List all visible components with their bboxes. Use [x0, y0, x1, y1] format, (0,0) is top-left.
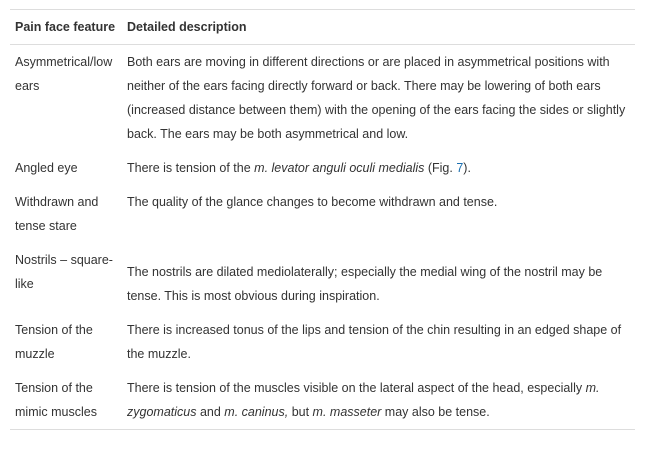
description-text: ). [463, 161, 471, 175]
description-text: and [196, 405, 225, 419]
pain-face-table-container [10, 9, 635, 430]
table-row [10, 371, 635, 430]
description-cell: Both ears are moving in different directions or are placed in asymmetrical positions with neither of the ears facing directly forward or back. There may be lowering of both ears (increased distance between them) with the opening of the ears facing the sides or slightly back. The ears may be both asymmetrical and low. [127, 55, 626, 141]
description-emphasis: m. caninus, [224, 405, 289, 419]
description-text: There is tension of the [127, 161, 255, 175]
header-detailed-description: Detailed description [127, 20, 247, 34]
feature-cell: Angled eye [15, 161, 78, 175]
description-text: (Fig. [424, 161, 457, 175]
description-text: may also be tense. [381, 405, 490, 419]
feature-cell: Tension of the muzzle [15, 323, 93, 361]
description-text: There is tension of the muscles visible on the lateral aspect of the head, especially [127, 381, 586, 395]
header-row [10, 10, 635, 45]
table-row [10, 243, 635, 313]
pain-face-table [10, 9, 635, 430]
feature-cell: Withdrawn and tense stare [15, 195, 99, 233]
table-row [10, 45, 635, 152]
description-cell: The quality of the glance changes to become withdrawn and tense. [127, 195, 498, 209]
description-text: but [288, 405, 313, 419]
description-cell [121, 151, 635, 185]
table-row [10, 151, 635, 185]
description-emphasis: m. masseter [312, 405, 382, 419]
table-row [10, 313, 635, 371]
description-emphasis: m. levator anguli oculi medialis [254, 161, 425, 175]
header-pain-face-feature: Pain face feature [15, 20, 116, 34]
feature-cell: Nostrils – square-like [15, 253, 113, 291]
feature-cell: Tension of the mimic muscles [15, 381, 97, 419]
feature-cell: Asymmetrical/low ears [15, 55, 113, 93]
table-body [10, 45, 635, 430]
table-header [10, 10, 635, 45]
table-row [10, 185, 635, 243]
figure-7-link[interactable]: 7 [456, 161, 464, 175]
description-emphasis: m. zygomaticus [127, 381, 600, 419]
description-cell [121, 371, 635, 430]
description-cell: There is increased tonus of the lips and tension of the chin resulting in an edged shape of the muzzle. [127, 323, 622, 361]
description-cell: The nostrils are dilated mediolaterally; especially the medial wing of the nostril may be tense. This is most obvious during inspiration. [127, 265, 603, 303]
